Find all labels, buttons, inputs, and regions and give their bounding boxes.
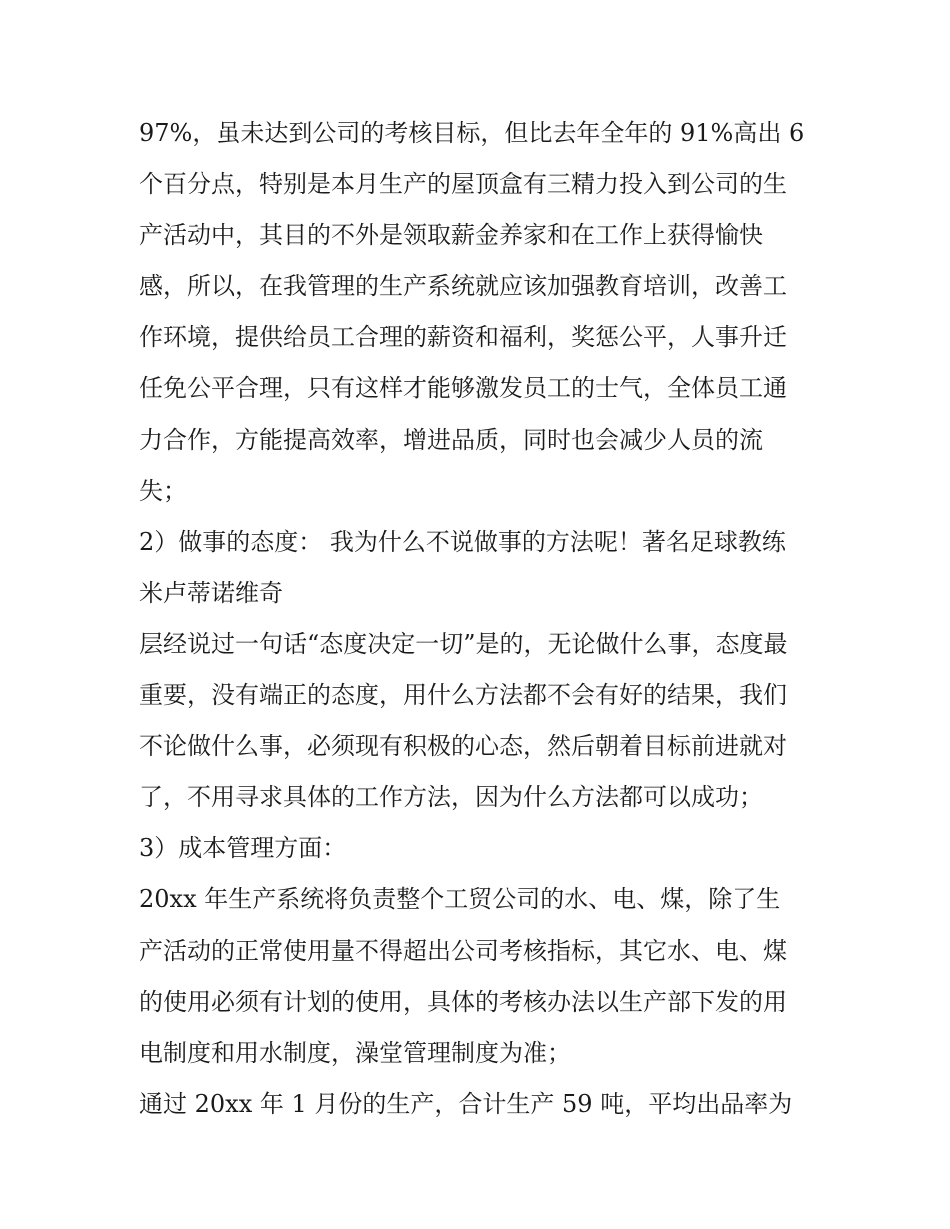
text-line: 的使用必须有计划的使用，具体的考核办法以生产部下发的用 xyxy=(139,987,787,1016)
text-line: 米卢蒂诺维奇 xyxy=(139,578,283,607)
text-line: 层经说过一句话“态度决定一切”是的，无论做什么事，态度最 xyxy=(139,629,788,658)
text-line: 电制度和用水制度，澡堂管理制度为准； xyxy=(139,1038,571,1067)
text-line: 20xx 年生产系统将负责整个工贸公司的水、电、煤，除了生 xyxy=(139,885,781,914)
text-line: 个百分点，特别是本月生产的屋顶盒有三精力投入到公司的生 xyxy=(139,170,787,199)
text-line: 3）成本管理方面： xyxy=(139,834,347,863)
text-line: 任免公平合理，只有这样才能够激发员工的士气，全体员工通 xyxy=(139,374,787,403)
document-body xyxy=(139,108,819,1130)
text-line: 2）做事的态度： 我为什么不说做事的方法呢！著名足球教练 xyxy=(139,527,786,556)
text-line: 作环境，提供给员工合理的薪资和福利，奖惩公平，人事升迁 xyxy=(139,323,787,352)
text-line: 了，不用寻求具体的工作方法，因为什么方法都可以成功； xyxy=(139,783,763,812)
text-line: 产活动中，其目的不外是领取薪金养家和在工作上获得愉快 xyxy=(139,221,763,250)
text-line: 产活动的正常使用量不得超出公司考核指标，其它水、电、煤 xyxy=(139,936,787,965)
text-line: 不论做什么事，必须现有积极的心态，然后朝着目标前进就对 xyxy=(139,732,787,761)
text-line: 感，所以，在我管理的生产系统就应该加强教育培训，改善工 xyxy=(139,272,787,301)
text-line: 力合作，方能提高效率，增进品质，同时也会减少人员的流 xyxy=(139,425,763,454)
text-line: 失； xyxy=(139,476,187,505)
text-line: 97%，虽未达到公司的考核目标，但比去年全年的 91%高出 6 xyxy=(139,119,805,147)
text-line: 重要，没有端正的态度，用什么方法都不会有好的结果，我们 xyxy=(139,681,787,710)
text-line: 通过 20xx 年 1 月份的生产，合计生产 59 吨，平均出品率为 xyxy=(139,1089,793,1118)
